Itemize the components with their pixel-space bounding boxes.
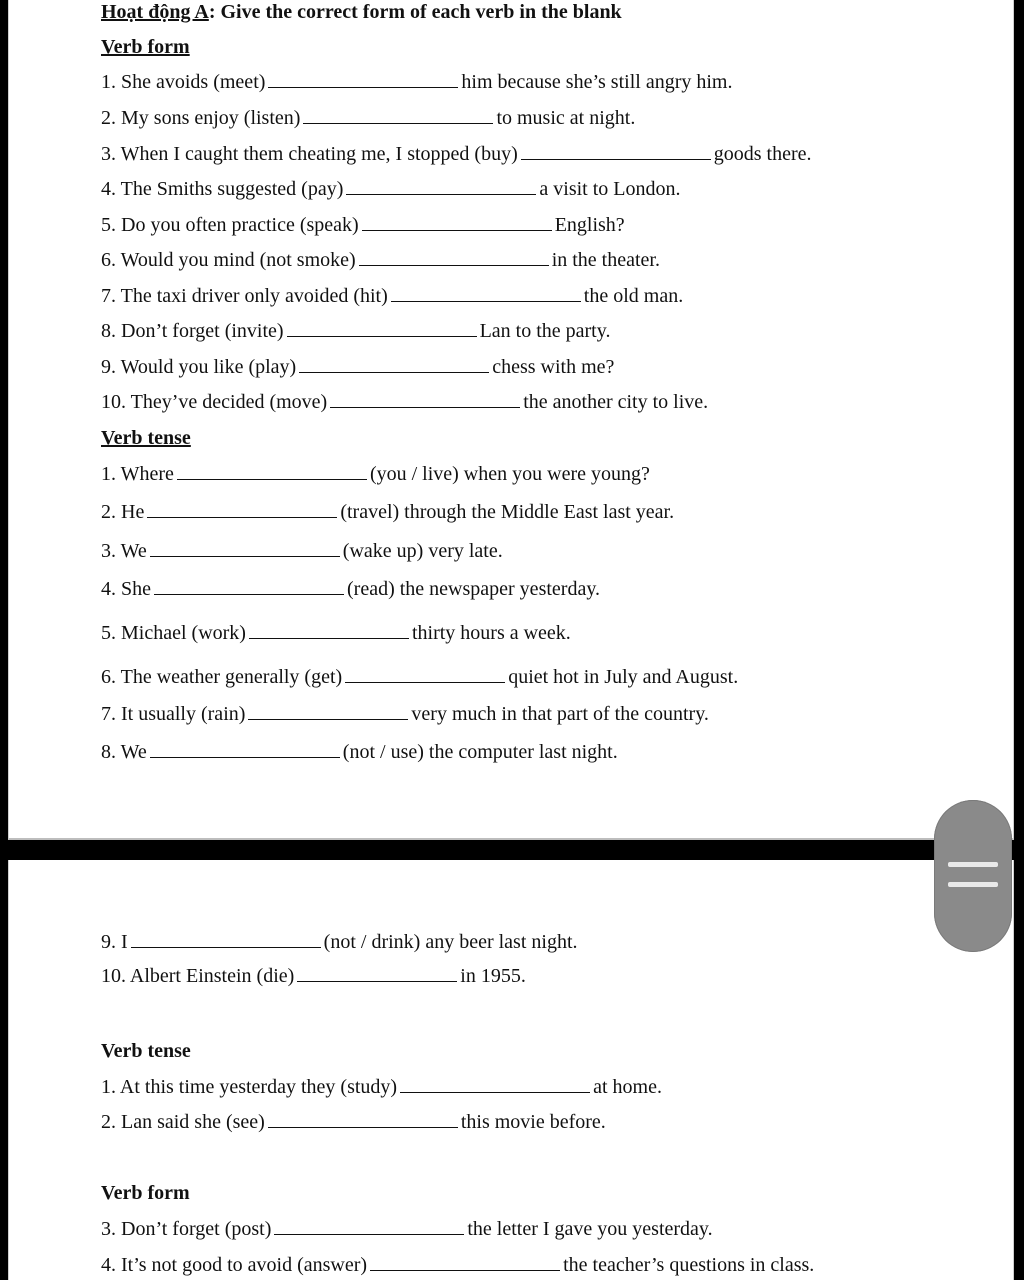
answer-blank	[370, 1255, 560, 1271]
item-continuation: the teacher’s questions in class.	[563, 1254, 815, 1276]
item-prompt: 9. I	[101, 931, 128, 953]
item-continuation: the old man.	[583, 285, 684, 307]
answer-blank	[362, 215, 552, 231]
answer-blank	[303, 108, 493, 124]
item-continuation: in the theater.	[551, 249, 660, 271]
exercise-item	[101, 319, 610, 343]
item-prompt: 4. The Smiths suggested (pay)	[101, 178, 344, 200]
item-prompt: 5. Do you often practice (speak)	[101, 214, 359, 236]
answer-blank	[521, 144, 711, 160]
exercise-item	[101, 1110, 606, 1134]
item-prompt: 3. When I caught them cheating me, I stopped (buy)	[101, 143, 518, 165]
item-continuation: the letter I gave you yesterday.	[467, 1218, 713, 1240]
activity-title	[101, 0, 622, 24]
item-continuation: the another city to live.	[523, 391, 709, 413]
answer-blank	[346, 179, 536, 195]
item-prompt: 1. Where	[101, 463, 174, 485]
answer-blank	[131, 932, 321, 948]
item-continuation: goods there.	[713, 143, 812, 165]
exercise-item	[101, 740, 618, 764]
exercise-item	[101, 355, 614, 379]
answer-blank	[177, 464, 367, 480]
exercise-item	[101, 621, 571, 645]
item-prompt: 2. My sons enjoy (listen)	[101, 107, 301, 129]
answer-blank	[274, 1219, 464, 1235]
exercise-item	[101, 106, 635, 130]
activity-title-rest: : Give the correct form of each verb in the blank	[208, 1, 622, 23]
exercise-item	[101, 177, 681, 201]
item-prompt: 1. At this time yesterday they (study)	[101, 1076, 398, 1098]
section-heading-verb-form-2: Verb form	[101, 1182, 190, 1204]
item-continuation: very much in that part of the country.	[411, 703, 709, 725]
answer-blank	[268, 72, 458, 88]
item-prompt: 4. She	[101, 578, 151, 600]
item-continuation: (not / use) the computer last night.	[342, 741, 618, 763]
grip-line-icon	[948, 882, 998, 887]
item-prompt: 2. He	[101, 501, 145, 523]
item-continuation: Lan to the party.	[479, 320, 611, 342]
exercise-item	[101, 577, 600, 601]
item-prompt: 8. Don’t forget (invite)	[101, 320, 284, 342]
item-prompt: 1. She avoids (meet)	[101, 71, 266, 93]
item-prompt: 6. Would you mind (not smoke)	[101, 249, 356, 271]
exercise-item	[101, 142, 812, 166]
item-prompt: 7. It usually (rain)	[101, 703, 246, 725]
exercise-item	[101, 248, 660, 272]
exercise-item	[101, 1253, 814, 1277]
item-prompt: 10. Albert Einstein (die)	[101, 965, 295, 987]
item-continuation: to music at night.	[496, 107, 636, 129]
exercise-item	[101, 964, 526, 988]
scroll-handle[interactable]	[934, 800, 1012, 952]
document-page-1	[8, 0, 1014, 840]
item-continuation: a visit to London.	[539, 178, 681, 200]
activity-title-lead: Hoạt động A	[101, 1, 209, 23]
item-continuation: quiet hot in July and August.	[508, 666, 739, 688]
answer-blank	[299, 357, 489, 373]
item-continuation: this movie before.	[460, 1111, 606, 1133]
exercise-item	[101, 500, 674, 524]
exercise-item	[101, 930, 578, 954]
answer-blank	[297, 966, 457, 982]
exercise-item	[101, 539, 503, 563]
exercise-item	[101, 284, 683, 308]
item-continuation: (read) the newspaper yesterday.	[347, 578, 601, 600]
item-prompt: 8. We	[101, 741, 147, 763]
answer-blank	[268, 1112, 458, 1128]
section-heading-verb-tense-2: Verb tense	[101, 1040, 191, 1062]
item-prompt: 5. Michael (work)	[101, 622, 246, 644]
answer-blank	[150, 742, 340, 758]
exercise-item	[101, 70, 732, 94]
answer-blank	[391, 286, 581, 302]
item-prompt: 7. The taxi driver only avoided (hit)	[101, 285, 388, 307]
exercise-item	[101, 702, 709, 726]
answer-blank	[154, 579, 344, 595]
answer-blank	[147, 502, 337, 518]
answer-blank	[359, 250, 549, 266]
item-prompt: 9. Would you like (play)	[101, 356, 297, 378]
exercise-item	[101, 213, 625, 237]
item-continuation: in 1955.	[460, 965, 526, 987]
exercise-item	[101, 1075, 662, 1099]
answer-blank	[249, 623, 409, 639]
item-continuation: thirty hours a week.	[411, 622, 571, 644]
item-continuation: (not / drink) any beer last night.	[323, 931, 578, 953]
item-continuation: (travel) through the Middle East last year.	[340, 501, 675, 523]
item-prompt: 10. They’ve decided (move)	[101, 391, 328, 413]
item-prompt: 2. Lan said she (see)	[101, 1111, 265, 1133]
item-prompt: 4. It’s not good to avoid (answer)	[101, 1254, 368, 1276]
exercise-item	[101, 462, 650, 486]
item-continuation: chess with me?	[492, 356, 615, 378]
document-page-2	[8, 860, 1014, 1280]
section-heading-verb-tense: Verb tense	[101, 427, 191, 449]
answer-blank	[287, 321, 477, 337]
item-continuation: English?	[554, 214, 625, 236]
item-continuation: him because she’s still angry him.	[461, 71, 733, 93]
answer-blank	[150, 541, 340, 557]
item-prompt: 3. We	[101, 540, 147, 562]
answer-blank	[400, 1077, 590, 1093]
item-prompt: 6. The weather generally (get)	[101, 666, 343, 688]
exercise-item	[101, 1217, 713, 1241]
item-continuation: (wake up) very late.	[342, 540, 503, 562]
answer-blank	[248, 704, 408, 720]
grip-line-icon	[948, 862, 998, 867]
exercise-item	[101, 390, 708, 414]
item-continuation: (you / live) when you were young?	[369, 463, 650, 485]
answer-blank	[330, 392, 520, 408]
item-continuation: at home.	[593, 1076, 662, 1098]
section-heading-verb-form: Verb form	[101, 36, 190, 58]
exercise-item	[101, 665, 738, 689]
item-prompt: 3. Don’t forget (post)	[101, 1218, 272, 1240]
answer-blank	[345, 667, 505, 683]
